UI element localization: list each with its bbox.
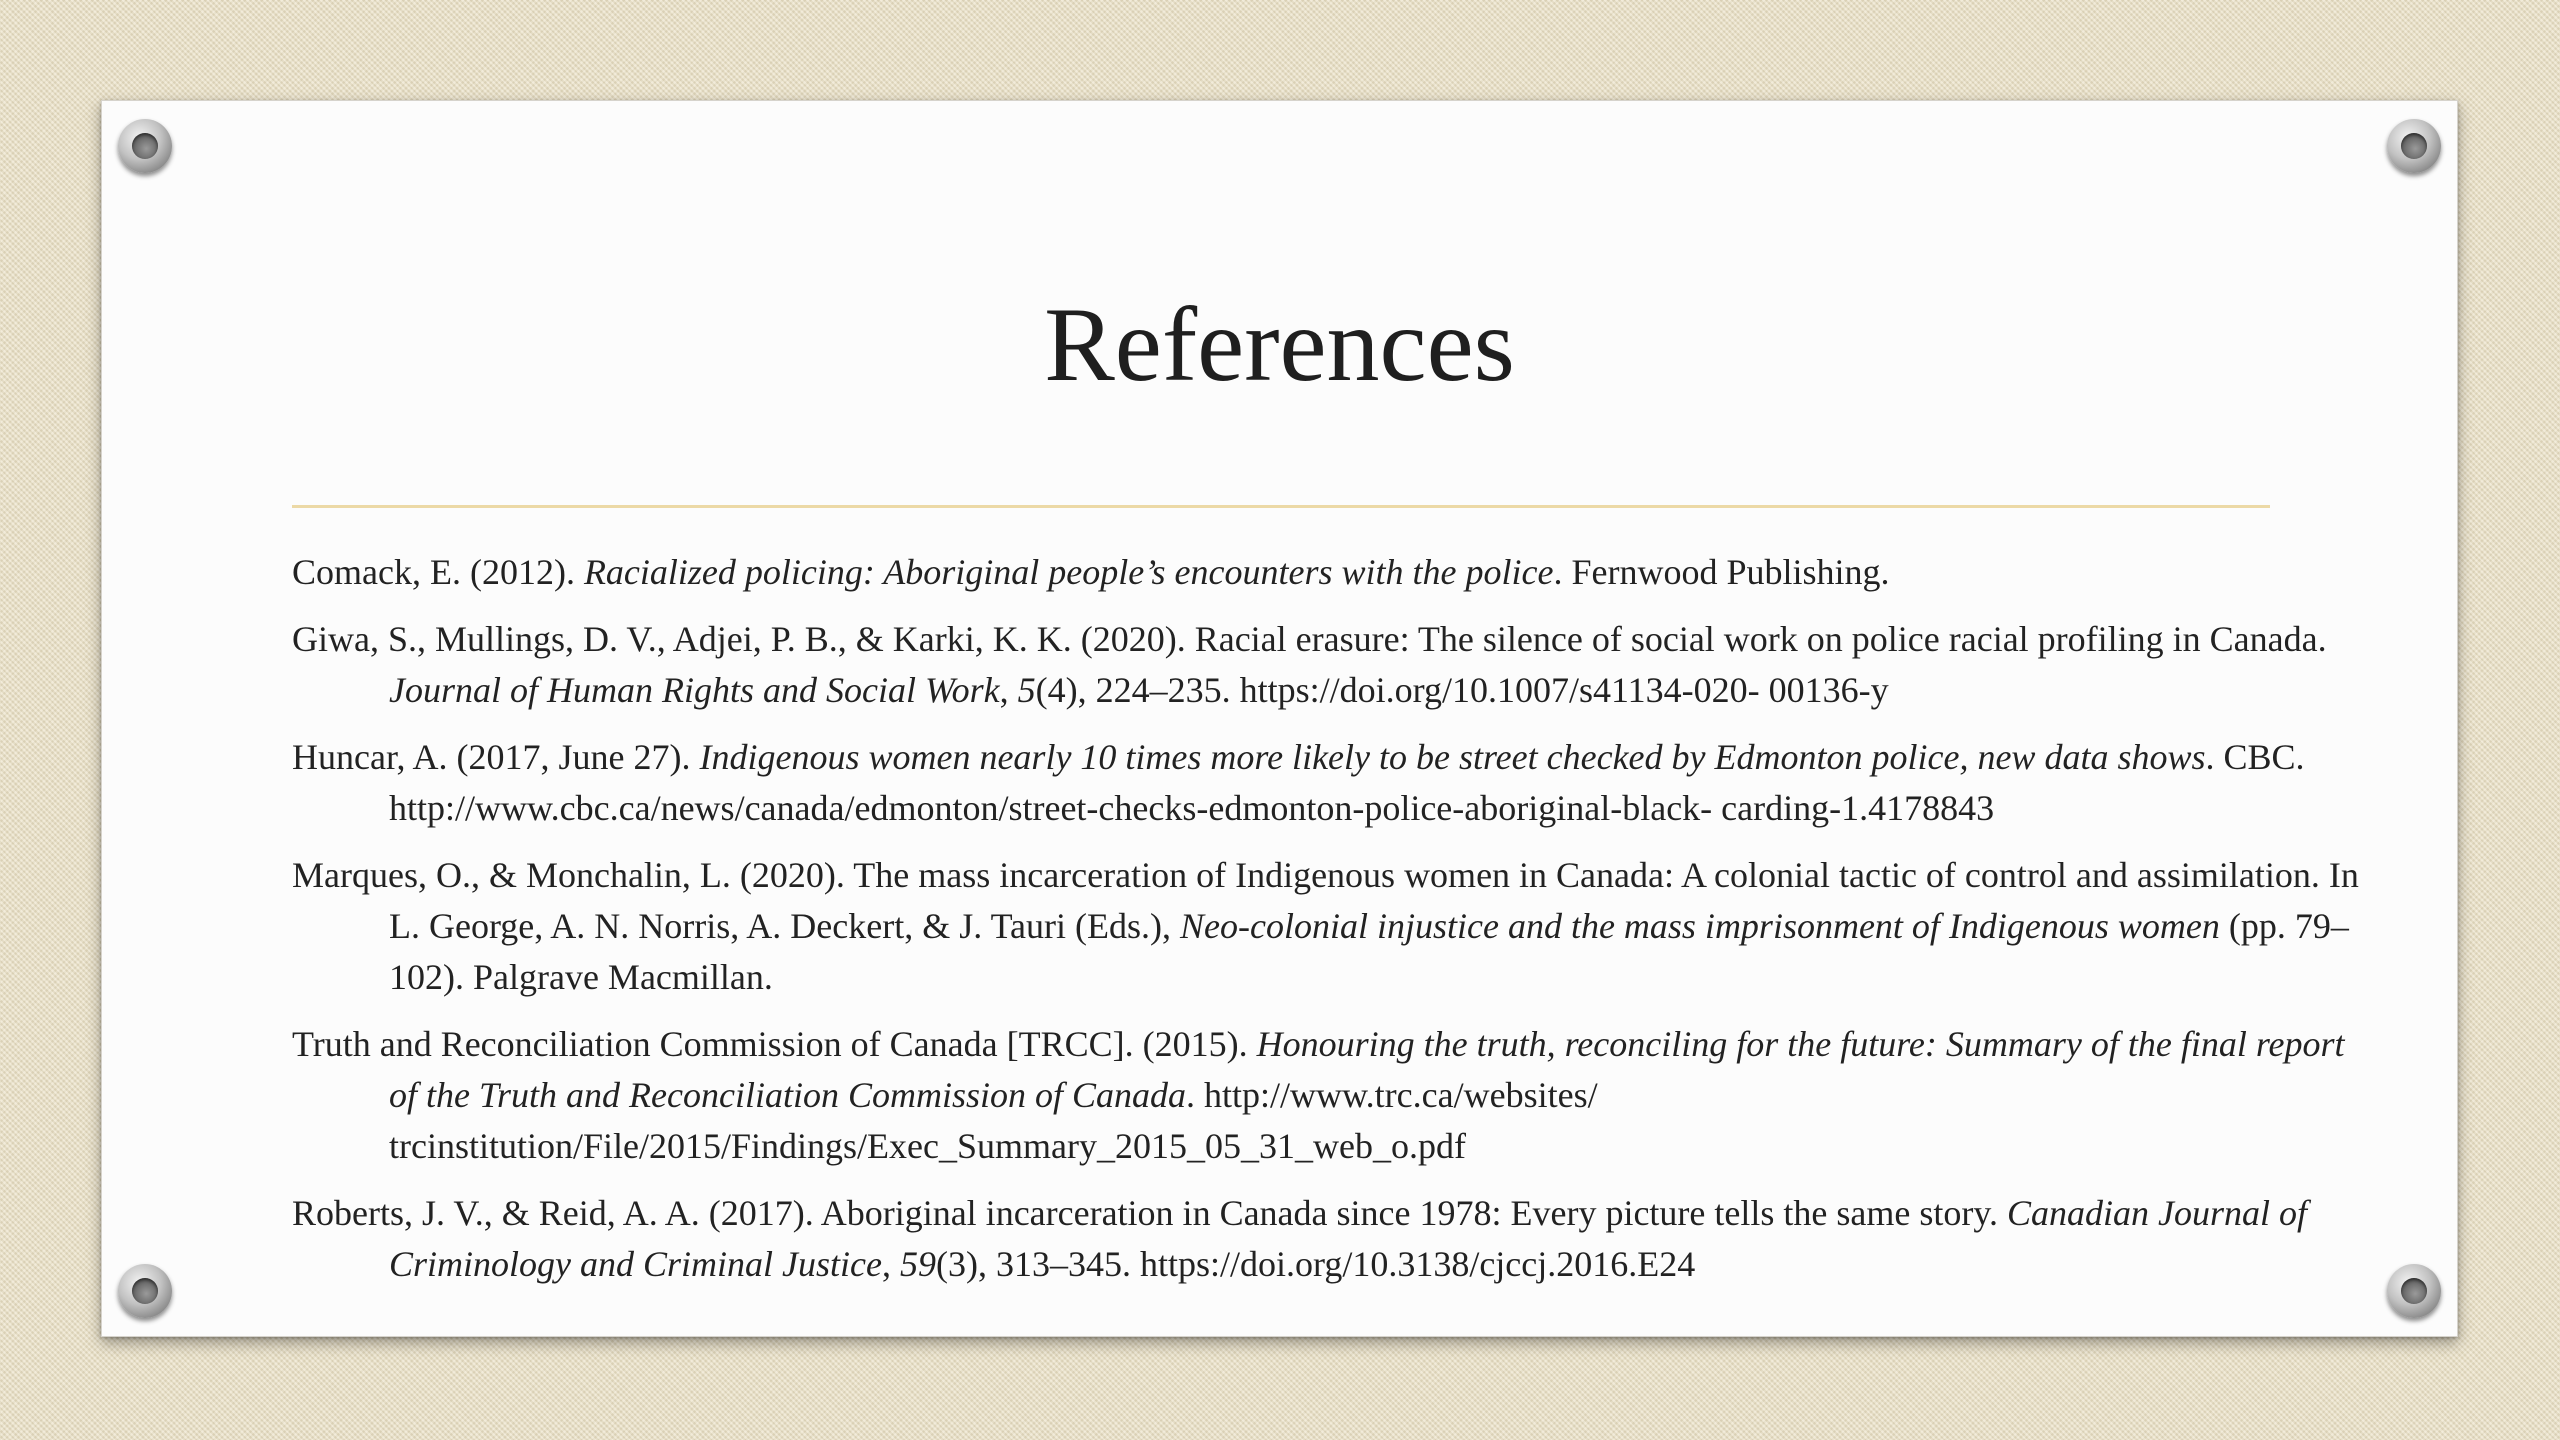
slide-card: [101, 100, 2458, 1337]
slide-title: References: [1044, 286, 1515, 403]
reference-entry: [292, 1019, 2362, 1172]
ref-text: ,: [999, 670, 1018, 710]
ref-text: (pp. 79–102). Palgrave Macmillan.: [389, 906, 2349, 997]
grommet-icon: [118, 119, 172, 173]
ref-title: Honouring the truth, reconciling for the future: Summary of the final report of the Truth and Reconciliation Commission of Canada: [389, 1024, 2345, 1115]
ref-text: Roberts, J. V., & Reid, A. A. (2017). Aboriginal incarceration in Canada since 1978: Every picture tells the same story.: [292, 1193, 2007, 1233]
ref-text: . http://www.trc.ca/websites/ trcinstitution/File/2015/Findings/Exec_Summary_2015_05_31_web_o.pdf: [389, 1075, 1598, 1166]
reference-entry: [292, 732, 2362, 834]
ref-title: Indigenous women nearly 10 times more likely to be street checked by Edmonton police, new data shows: [699, 737, 2206, 777]
ref-text: (3), 313–345. https://doi.org/10.3138/cjccj.2016.E24: [935, 1244, 1696, 1284]
ref-text: Huncar, A. (2017, June 27).: [292, 737, 700, 777]
title-divider: [292, 505, 2270, 508]
ref-title: Canadian Journal of Criminology and Criminal Justice: [389, 1193, 2308, 1284]
reference-entry: [292, 850, 2362, 1003]
reference-entry: [292, 1188, 2362, 1290]
ref-text: Giwa, S., Mullings, D. V., Adjei, P. B., & Karki, K. K. (2020). Racial erasure: The silence of social work on police racial profiling in Canada.: [292, 619, 2327, 659]
reference-entry: [292, 614, 2362, 716]
ref-title: Journal of Human Rights and Social Work: [389, 670, 1000, 710]
grommet-icon: [2387, 119, 2441, 173]
ref-volume: 5: [1017, 670, 1036, 710]
reference-entry: [292, 547, 2362, 598]
reference-list: [292, 547, 2362, 1306]
ref-text: . Fernwood Publishing.: [1553, 552, 1890, 592]
ref-text: Comack, E. (2012).: [292, 552, 584, 592]
ref-title: Racialized policing: Aboriginal people’s encounters with the police: [583, 552, 1554, 592]
ref-text: (4), 224–235. https://doi.org/10.1007/s41134-020- 00136-y: [1035, 670, 1889, 710]
grommet-icon: [2387, 1264, 2441, 1318]
ref-text: Truth and Reconciliation Commission of Canada [TRCC]. (2015).: [292, 1024, 1257, 1064]
ref-volume: 59: [899, 1244, 936, 1284]
ref-title: Neo-colonial injustice and the mass imprisonment of Indigenous women: [1180, 906, 2220, 946]
ref-text: Marques, O., & Monchalin, L. (2020). The mass incarceration of Indigenous women in Canada: A colonial tactic of control and assimilation. In L. George, A. N. Norris, A. Deckert, & J. Tauri (Eds.),: [292, 855, 2359, 946]
ref-text: . CBC. http://www.cbc.ca/news/canada/edmonton/street-checks-edmonton-police-aboriginal-black- carding-1.4178843: [389, 737, 2305, 828]
ref-text: ,: [881, 1244, 900, 1284]
grommet-icon: [118, 1264, 172, 1318]
